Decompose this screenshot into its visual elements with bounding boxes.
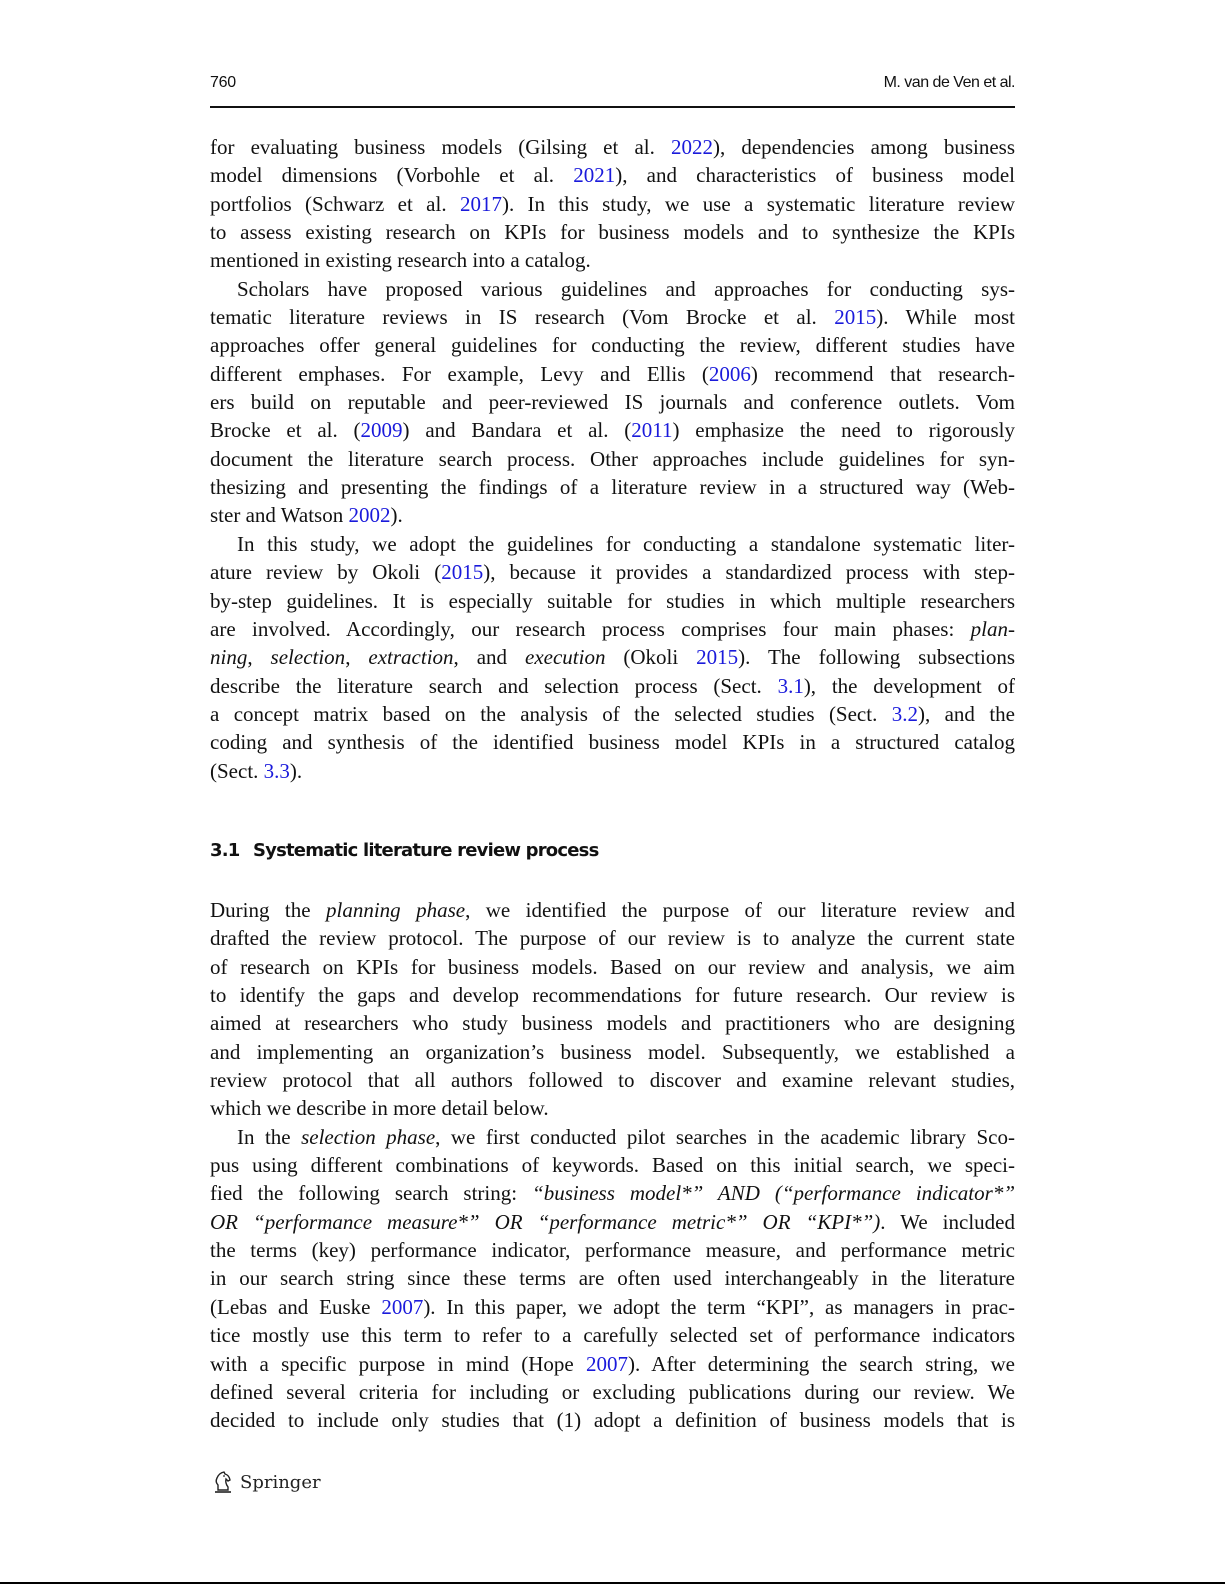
text-line — [210, 473, 1015, 501]
text-run: In the — [237, 1124, 302, 1149]
text-line — [210, 275, 1015, 303]
text-line — [210, 1321, 1015, 1349]
text-line — [210, 1179, 1015, 1207]
citation-link[interactable]: 2006 — [708, 361, 751, 386]
italic-text: planning phase — [326, 898, 466, 922]
text-line — [210, 1066, 1015, 1094]
text-run: (Sect. — [210, 758, 264, 783]
text-line — [210, 1378, 1015, 1406]
text-line — [210, 190, 1015, 218]
text-run: portfolios (Schwarz et al. — [210, 191, 460, 216]
italic-text: extraction — [368, 645, 454, 670]
text-line — [210, 896, 1015, 924]
text-run: of research on KPIs for business models. Based on our review and analysis, we aim — [210, 954, 1015, 979]
text-run: thesizing and presenting the findings of a literature review in a structured way (Web- — [210, 475, 1015, 500]
citation-link[interactable]: 2021 — [573, 163, 616, 188]
text-run: ). — [289, 758, 303, 783]
text-run: to identify the gaps and develop recommendations for future research. Our review is — [210, 983, 1015, 1008]
text-line — [210, 728, 1015, 756]
text-run: Brocke et al. ( — [210, 418, 361, 443]
text-run: which we describe in more detail below. — [210, 1096, 549, 1121]
text-run: ster and Watson — [210, 503, 349, 528]
text-line — [210, 218, 1015, 246]
italic-text: plan- — [970, 616, 1015, 641]
publisher-name: Springer — [240, 1471, 321, 1493]
text-run: ), and characteristics of business model — [615, 163, 1015, 188]
text-run: During the — [210, 898, 326, 922]
text-run: mentioned in existing research into a catalog. — [210, 248, 591, 273]
text-run: coding and synthesis of the identified business model KPIs in a structured catalog — [210, 730, 1015, 755]
citation-link[interactable]: 2007 — [381, 1294, 424, 1319]
text-run: ature review by Okoli ( — [210, 560, 442, 585]
text-line — [210, 1208, 1015, 1236]
text-run: ) and Bandara et al. ( — [402, 418, 632, 443]
text-line — [210, 1406, 1015, 1434]
text-run: , we first conducted pilot searches in the academic library Sco- — [435, 1124, 1015, 1149]
text-run: are involved. Accordingly, our research process comprises four main phases: — [210, 616, 971, 641]
text-run: tematic literature reviews in IS research (Vom Brocke et al. — [210, 305, 835, 330]
text-line — [210, 1038, 1015, 1066]
text-line — [210, 445, 1015, 473]
text-run: ), and the — [917, 701, 1015, 726]
citation-link[interactable]: 2022 — [670, 135, 713, 159]
text-run: , we identified the purpose of our literature review and — [465, 898, 1015, 922]
page-number: 760 — [210, 74, 236, 91]
text-run: model dimensions (Vorbohle et al. — [210, 163, 574, 188]
citation-link[interactable]: 2007 — [585, 1351, 628, 1376]
text-run: by-step guidelines. It is especially suitable for studies in which multiple researchers — [210, 588, 1015, 613]
text-line — [210, 388, 1015, 416]
text-run: with a specific purpose in mind (Hope — [210, 1351, 586, 1376]
text-run: (Lebas and Euske — [210, 1294, 382, 1319]
text-line — [210, 981, 1015, 1009]
text-run: aimed at researchers who study business models and practitioners who are designing — [210, 1011, 1015, 1036]
text-run: to assess existing research on KPIs for business models and to synthesize the KPIs — [210, 220, 1015, 245]
citation-link[interactable]: 2002 — [348, 503, 391, 528]
text-run: decided to include only studies that (1) adopt a definition of business models that is — [210, 1408, 1015, 1433]
text-line — [210, 331, 1015, 359]
text-run: describe the literature search and selection process (Sect. — [210, 673, 778, 698]
text-line — [210, 1151, 1015, 1179]
text-run: ). In this paper, we adopt the term “KPI”, as managers in prac- — [423, 1294, 1015, 1319]
text-run: ). In this study, we use a systematic literature review — [501, 191, 1015, 216]
text-line — [210, 558, 1015, 586]
text-run: review protocol that all authors followed to discover and examine relevant studies, — [210, 1068, 1015, 1093]
section-number: 3.1 — [210, 840, 240, 861]
paragraph — [210, 530, 1015, 785]
text-run: (Okoli — [605, 645, 697, 670]
text-run: ). While most — [876, 305, 1015, 330]
citation-link[interactable]: 3.3 — [263, 758, 290, 783]
text-line — [210, 615, 1015, 643]
text-line — [210, 1094, 1015, 1122]
text-run: tice mostly use this term to refer to a carefully selected set of performance indicators — [210, 1323, 1015, 1348]
citation-link[interactable]: 2015 — [696, 645, 739, 670]
text-line — [210, 1236, 1015, 1264]
text-run: in our search string since these terms are often used interchangeably in the literature — [210, 1266, 1015, 1291]
italic-text: OR “performance measure*” OR “performance metric*” OR “KPI*”) — [210, 1209, 881, 1234]
citation-link[interactable]: 2015 — [441, 560, 484, 585]
paragraph — [210, 1123, 1015, 1435]
text-line — [210, 246, 1015, 274]
text-run: ), the development of — [803, 673, 1015, 698]
text-line — [210, 416, 1015, 444]
text-run: ). The following subsections — [738, 645, 1016, 670]
text-run: In this study, we adopt the guidelines for conducting a standalone systematic liter- — [237, 531, 1015, 556]
citation-link[interactable]: 3.2 — [891, 701, 918, 726]
paragraph — [210, 896, 1015, 1123]
text-run: document the literature search process. Other approaches include guidelines for syn- — [210, 446, 1015, 471]
italic-text: selection — [270, 645, 346, 670]
paragraph — [210, 275, 1015, 530]
text-run: ), dependencies among business — [712, 135, 1016, 159]
text-line — [210, 161, 1015, 189]
text-line — [210, 757, 1015, 785]
text-line — [210, 587, 1015, 615]
text-run: ) emphasize the need to rigorously — [672, 418, 1015, 443]
header-rule — [210, 106, 1015, 108]
citation-link[interactable]: 2017 — [459, 191, 502, 216]
text-run: different emphases. For example, Levy and Ellis ( — [210, 361, 709, 386]
section-title: Systematic literature review process — [252, 840, 599, 861]
italic-text: ning — [210, 645, 248, 670]
text-line — [210, 360, 1015, 388]
text-run: a concept matrix based on the analysis of the selected studies (Sect. — [210, 701, 892, 726]
citation-link[interactable]: 2011 — [631, 418, 673, 443]
text-run: approaches offer general guidelines for conducting the review, different studies have — [210, 333, 1015, 358]
text-run: fied the following search string: — [210, 1181, 533, 1206]
text-run: . We included — [880, 1209, 1015, 1234]
text-run: drafted the review protocol. The purpose of our review is to analyze the current state — [210, 926, 1015, 951]
text-line — [210, 643, 1015, 671]
intro-body-text — [210, 133, 1015, 785]
italic-text: execution — [525, 645, 606, 670]
text-run: defined several criteria for including or excluding publications during our review. We — [210, 1379, 1015, 1404]
paragraph — [210, 133, 1015, 275]
citation-link[interactable]: 2009 — [360, 418, 403, 443]
text-run: ). After determining the search string, we — [627, 1351, 1016, 1376]
text-run: pus using different combinations of keywords. Based on this initial search, we speci- — [210, 1153, 1015, 1178]
text-run: Scholars have proposed various guidelines and approaches for conducting sys- — [237, 276, 1015, 301]
section-body-text — [210, 896, 1015, 1435]
italic-text: “business model*” AND (“performance indicator*” — [532, 1181, 1015, 1206]
text-line — [210, 953, 1015, 981]
text-line — [210, 1264, 1015, 1292]
page-bottom-rule — [0, 1582, 1225, 1584]
text-line — [210, 133, 1015, 161]
text-run: the terms (key) performance indicator, performance measure, and performance metric — [210, 1238, 1015, 1263]
text-run: and implementing an organization’s business model. Subsequently, we established a — [210, 1039, 1015, 1064]
running-author: M. van de Ven et al. — [883, 74, 1015, 91]
text-run: ). — [390, 503, 403, 528]
publisher-footer — [212, 1470, 321, 1494]
text-run: , — [247, 645, 271, 670]
text-line — [210, 924, 1015, 952]
section-heading — [210, 840, 598, 861]
text-line — [210, 303, 1015, 331]
text-line — [210, 1123, 1015, 1151]
text-line — [210, 501, 1015, 529]
text-run: ) recommend that research- — [750, 361, 1016, 386]
running-header — [210, 74, 1015, 98]
citation-link[interactable]: 2015 — [834, 305, 877, 330]
springer-horse-icon — [212, 1470, 234, 1494]
text-run: ), because it provides a standardized process with step- — [483, 560, 1015, 585]
text-run: , and — [453, 645, 525, 670]
text-run: ers build on reputable and peer-reviewed IS journals and conference outlets. Vom — [210, 390, 1015, 415]
italic-text: selection phase — [301, 1124, 436, 1149]
text-line — [210, 530, 1015, 558]
text-run: for evaluating business models (Gilsing et al. — [210, 135, 671, 159]
text-line — [210, 672, 1015, 700]
citation-link[interactable]: 3.1 — [777, 673, 804, 698]
text-line — [210, 1009, 1015, 1037]
text-run: , — [345, 645, 369, 670]
text-line — [210, 700, 1015, 728]
text-line — [210, 1293, 1015, 1321]
text-line — [210, 1350, 1015, 1378]
